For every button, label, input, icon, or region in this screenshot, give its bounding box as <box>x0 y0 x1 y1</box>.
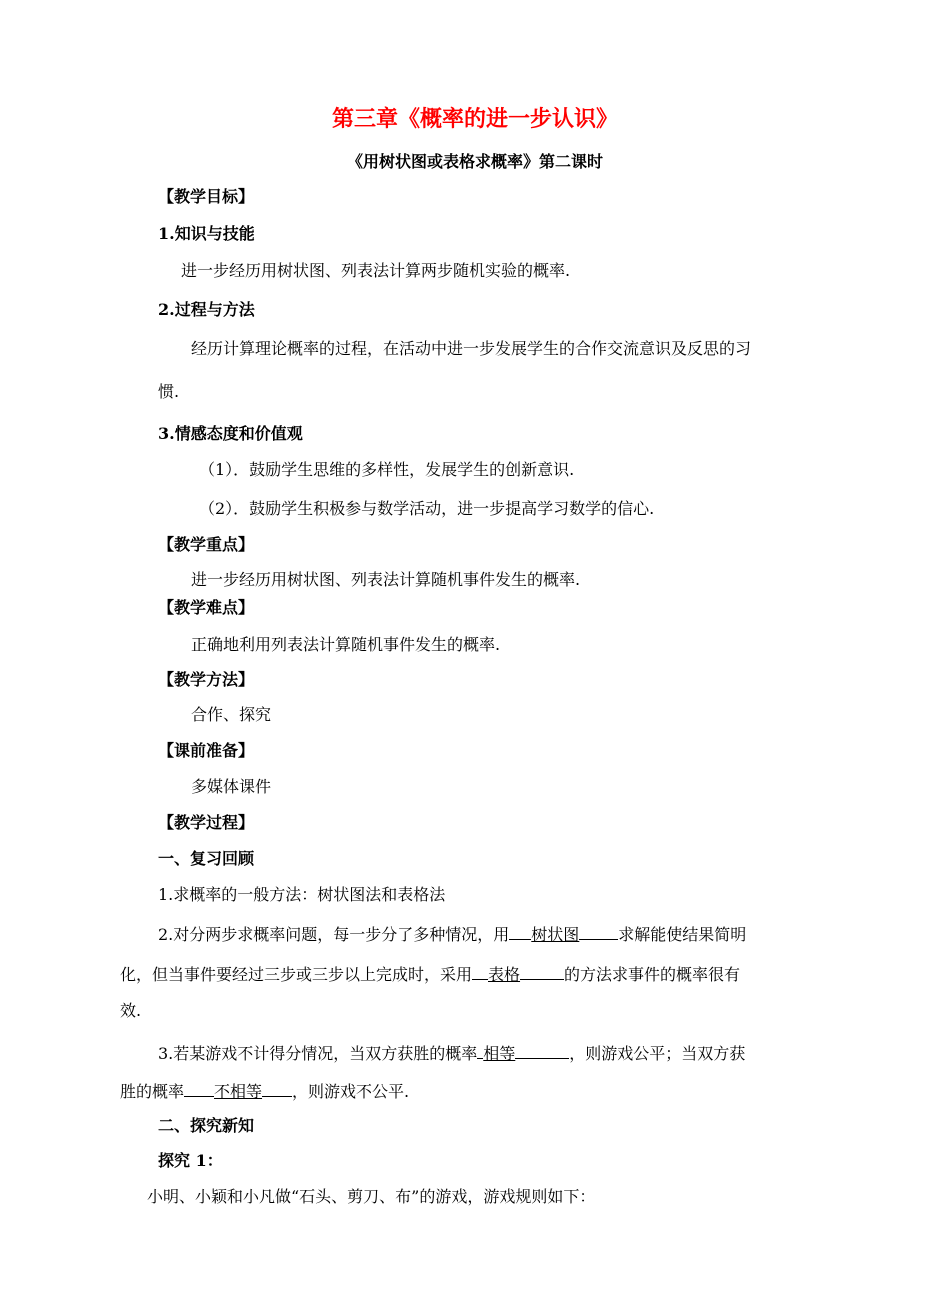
answer-equal: 相等 <box>483 1044 516 1063</box>
fill-blank <box>520 964 564 980</box>
knowledge-text: 进一步经历用树状图、列表法计算两步随机实验的概率. <box>181 261 571 280</box>
preparation-heading: 【课前准备】 <box>158 741 255 760</box>
answer-not-equal: 不相等 <box>214 1082 263 1101</box>
review-item-2-line1 <box>158 924 746 943</box>
review-item-2-line3: 效. <box>120 1001 142 1020</box>
review-item-2-text-c: 化，但当事件要经过三步或三步以上完成时，采用 <box>120 965 473 984</box>
document-subtitle: 《用树状图或表格求概率》第二课时 <box>346 152 603 171</box>
review-item-3-line1 <box>158 1043 745 1062</box>
process-heading: 2.过程与方法 <box>158 300 255 319</box>
answer-tree-diagram: 树状图 <box>531 925 580 944</box>
document-title: 第三章《概率的进一步认识》 <box>331 106 618 132</box>
method-heading: 【教学方法】 <box>158 670 255 689</box>
key-point-text: 进一步经历用树状图、列表法计算随机事件发生的概率. <box>191 570 581 589</box>
emotion-item-2: （2）．鼓励学生积极参与数学活动，进一步提高学习数学的信心. <box>199 499 655 518</box>
fill-blank <box>472 964 488 980</box>
review-item-3-text-d: ，则游戏不公平. <box>292 1082 410 1101</box>
review-item-2-text-b: 求解能使结果简明 <box>618 925 747 944</box>
review-item-2-line2 <box>120 964 740 983</box>
explore-subheading: 探究 1： <box>158 1151 223 1170</box>
review-item-3-text-b: ，则游戏公平；当双方获 <box>569 1044 746 1063</box>
difficulty-text: 正确地利用列表法计算随机事件发生的概率. <box>191 635 501 654</box>
review-item-1: 1.求概率的一般方法：树状图法和表格法 <box>158 885 446 904</box>
preparation-text: 多媒体课件 <box>191 777 272 796</box>
emotion-item-1: （1）．鼓励学生思维的多样性，发展学生的创新意识. <box>199 460 575 479</box>
key-point-heading: 【教学重点】 <box>158 535 255 554</box>
knowledge-heading: 1.知识与技能 <box>158 224 255 243</box>
review-item-3-text-a: 3.若某游戏不计得分情况，当双方获胜的概率 <box>158 1044 478 1063</box>
review-item-2-text-d: 的方法求事件的概率很有 <box>564 965 741 984</box>
explore-text: 小明、小颖和小凡做“石头、剪刀、布”的游戏，游戏规则如下： <box>147 1187 596 1206</box>
fill-blank <box>515 1043 569 1059</box>
method-text: 合作、探究 <box>191 705 272 724</box>
fill-blank <box>262 1081 292 1097</box>
teaching-process-heading: 【教学过程】 <box>158 813 255 832</box>
review-item-3-text-c: 胜的概率 <box>120 1082 185 1101</box>
process-text-line1: 经历计算理论概率的过程，在活动中进一步发展学生的合作交流意识及反思的习 <box>191 339 752 358</box>
review-item-2-text-a: 2.对分两步求概率问题，每一步分了多种情况，用 <box>158 925 510 944</box>
process-text-line2: 惯. <box>158 382 180 401</box>
emotion-heading: 3.情感态度和价值观 <box>158 424 303 443</box>
fill-blank <box>579 924 618 940</box>
difficulty-heading: 【教学难点】 <box>158 598 255 617</box>
review-heading: 一、复习回顾 <box>158 849 255 868</box>
explore-heading: 二、探究新知 <box>158 1116 255 1135</box>
answer-table: 表格 <box>488 965 521 984</box>
review-item-3-line2 <box>120 1081 409 1100</box>
fill-blank <box>184 1081 214 1097</box>
fill-blank <box>509 924 531 940</box>
objectives-heading: 【教学目标】 <box>158 187 255 206</box>
